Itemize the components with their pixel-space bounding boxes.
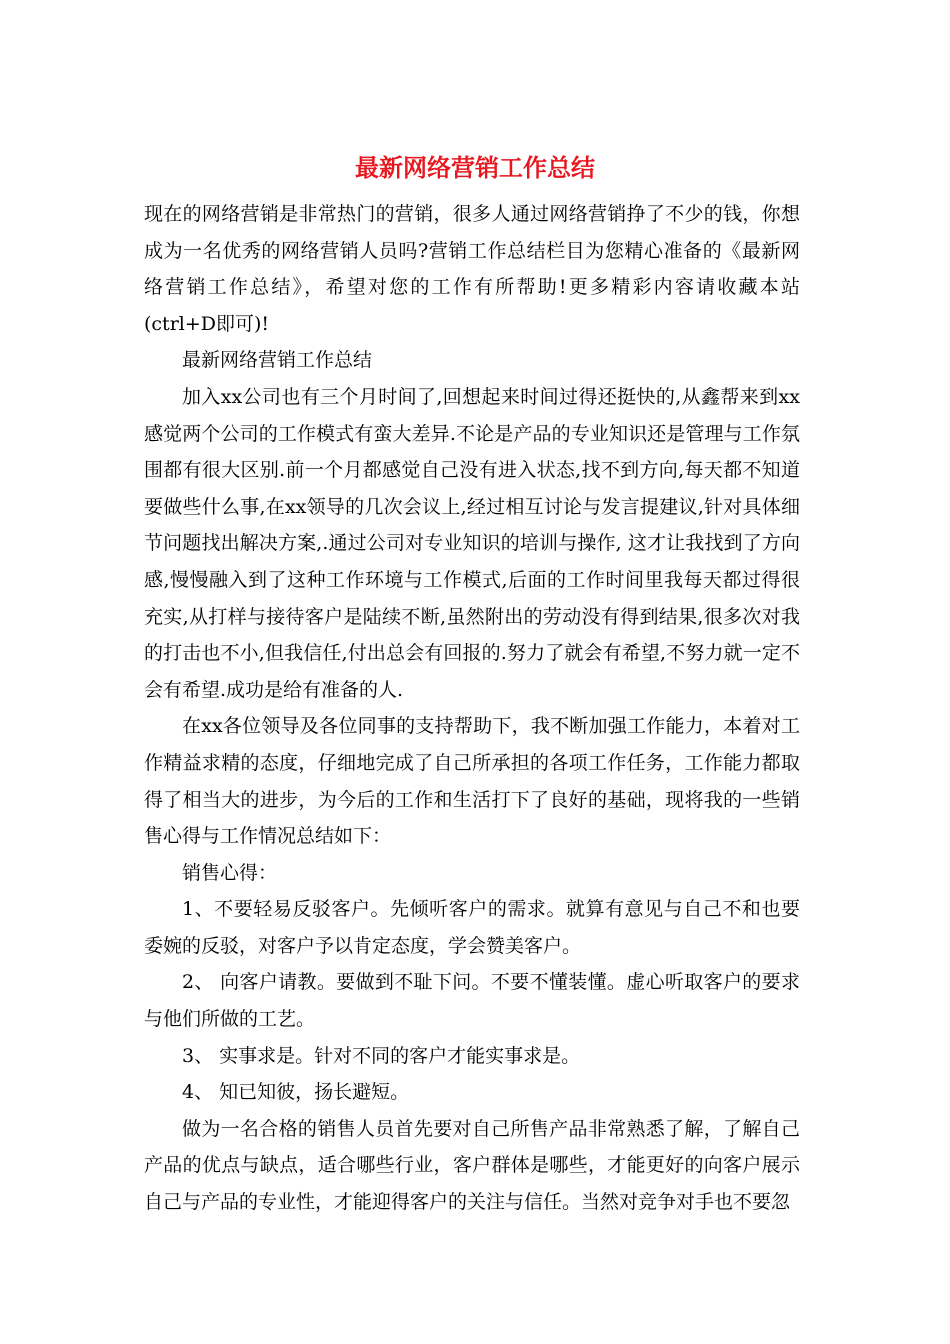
paragraph-subtitle: 最新网络营销工作总结 (182, 349, 373, 372)
paragraph-experience: 加入xx公司也有三个月时间了,回想起来时间过得还挺快的,从鑫帮来到xx感觉两个公司的工作模式有蛮大差异.不论是产品的专业知识还是管理与工作氛围都有很大区别.前一个月都感觉自己没有进入状态,找不到方向,每天都不知道要做些什么事,在xx领导的几次会议上,经过相互讨论与发言提建议,针对具体细节问题找出解决方案,.通过公司对专业知识的培训与操作, 这才让我找到了方向感,慢慢融入到了这种工作环境与工作模式,后面的工作时间里我每天都过得很充实,从打样与接待客户是陆续不断,虽然附出的劳动没有得到结果,很多次对我的打击也不小,但我信任,付出总会有回报的.努力了就会有希望,不努力就一定不会有希望.成功是给有准备的人. (144, 385, 800, 701)
document-title: 最新网络营销工作总结 (355, 153, 595, 182)
list-item-3: 3、 实事求是。针对不同的客户才能实事求是。 (182, 1044, 581, 1067)
paragraph-sales-heading: 销售心得： (182, 861, 278, 884)
list-item-1: 1、不要轻易反驳客户。先倾听客户的需求。就算有意见与自己不和也要委婉的反驳，对客户予以肯定态度，学会赞美客户。 (144, 898, 800, 957)
paragraph-product-knowledge: 做为一名合格的销售人员首先要对自己所售产品非常熟悉了解，了解自己产品的优点与缺点，适合哪些行业，客户群体是哪些，才能更好的向客户展示自己与产品的专业性，才能迎得客户的关注与信任。当然对竞争对手也不要忽 (144, 1117, 800, 1214)
list-item-4: 4、 知已知彼，扬长避短。 (182, 1081, 410, 1104)
document-body (144, 196, 800, 1221)
paragraph-support: 在xx各位领导及各位同事的支持帮助下，我不断加强工作能力，本着对工作精益求精的态度，仔细地完成了自己所承担的各项工作任务，工作能力都取得了相当大的进步，为今后的工作和生活打下了良好的基础，现将我的一些销售心得与工作情况总结如下： (144, 715, 800, 848)
list-item-2: 2、 向客户请教。要做到不耻下问。不要不懂装懂。虚心听取客户的要求与他们所做的工艺。 (144, 971, 800, 1031)
paragraph-intro: 现在的网络营销是非常热门的营销，很多人通过网络营销挣了不少的钱，你想成为一名优秀的网络营销人员吗?营销工作总结栏目为您精心准备的《最新网络营销工作总结》，希望对您的工作有所帮助!更多精彩内容请收藏本站(ctrl+D即可)! (144, 203, 800, 335)
